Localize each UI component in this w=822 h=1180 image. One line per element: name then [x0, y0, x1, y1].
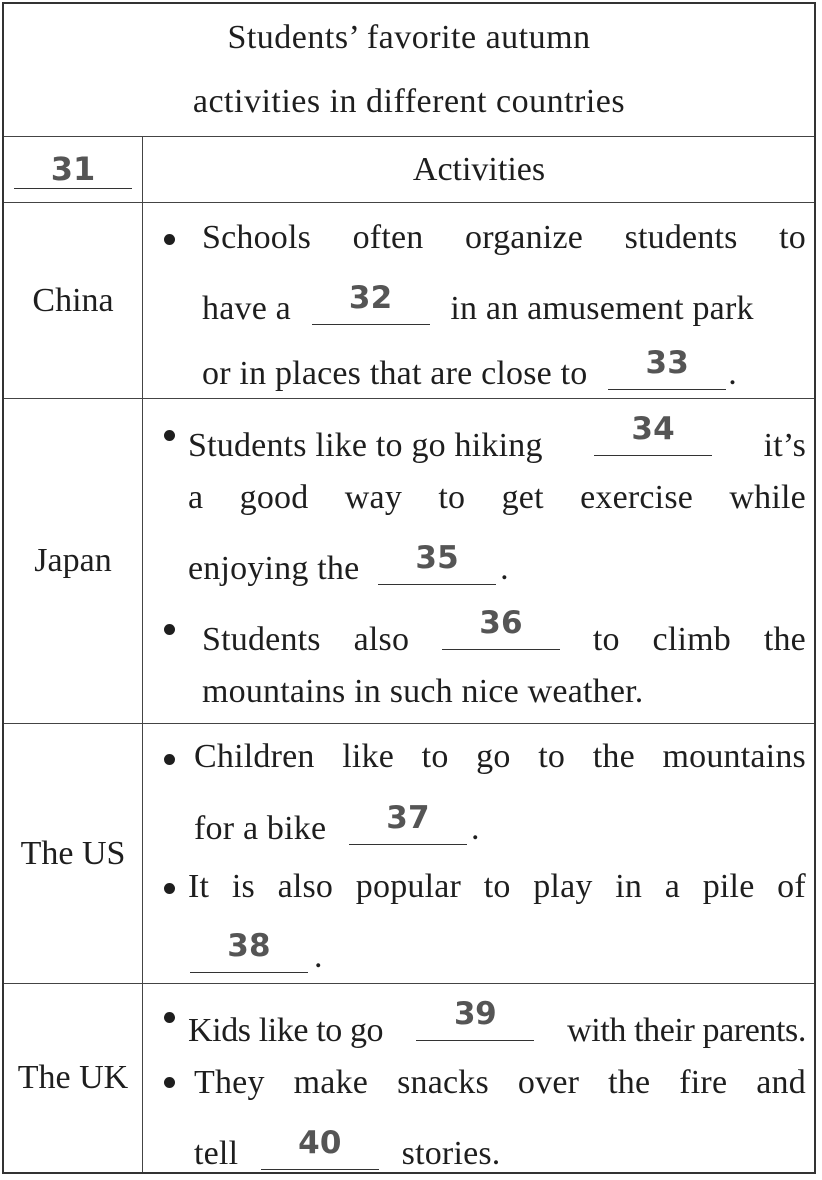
table-title — [4, 4, 814, 136]
activity-cell-china — [144, 203, 814, 398]
bullet-icon — [164, 1012, 175, 1023]
japan-line-2: a good way to get exercise while — [188, 479, 806, 516]
blank-36[interactable]: 36 — [442, 607, 560, 650]
china-line-3: or in places that are close to 33 . — [202, 345, 737, 392]
blank-34[interactable]: 34 — [594, 413, 712, 456]
blank-40[interactable]: 40 — [261, 1127, 379, 1170]
blank-33[interactable]: 33 — [608, 347, 726, 390]
us-line-1: Children like to go to the mountains — [194, 738, 806, 775]
country-label: The US — [4, 724, 143, 983]
japan-line-1: Students like to go hiking 34 it’s — [188, 411, 806, 464]
country-label: China — [4, 203, 143, 398]
china-line-1: Schools often organize students to — [202, 219, 806, 256]
title-line-2: activities in different countries — [192, 83, 626, 120]
china-line-2: have a 32 in an amusement park — [202, 280, 754, 327]
country-label: Japan — [4, 399, 143, 723]
header-activities: Activities — [412, 150, 546, 188]
title-line-1: Students’ favorite autumn — [227, 19, 591, 56]
uk-line-3: tell 40 stories. — [194, 1125, 501, 1172]
uk-line-2: They make snacks over the fire and — [194, 1064, 806, 1101]
us-line-4: 38 . — [190, 930, 323, 977]
bullet-icon — [164, 234, 175, 245]
blank-31[interactable]: 31 — [14, 150, 132, 189]
header-row — [4, 137, 814, 203]
us-line-3: It is also popular to play in a pile of — [188, 868, 806, 905]
uk-line-1: Kids like to go 39 with their parents. — [188, 996, 806, 1049]
bullet-icon — [164, 624, 175, 635]
country-label: The UK — [4, 984, 143, 1172]
japan-line-3: enjoying the 35 . — [188, 540, 509, 587]
us-line-2: for a bike 37 . — [194, 800, 480, 847]
blank-38[interactable]: 38 — [190, 930, 308, 973]
blank-39[interactable]: 39 — [416, 998, 534, 1041]
table-row-japan — [4, 399, 814, 724]
activity-cell-uk — [144, 984, 814, 1172]
blank-37[interactable]: 37 — [349, 802, 467, 845]
japan-line-4: Students also 36 to climb the — [202, 605, 806, 658]
header-left-cell — [4, 137, 143, 202]
activity-cell-us — [144, 724, 814, 983]
table-row-china — [4, 203, 814, 399]
table-title-row — [4, 4, 814, 137]
blank-35[interactable]: 35 — [378, 542, 496, 585]
worksheet-table — [2, 2, 816, 1174]
bullet-icon — [164, 430, 175, 441]
japan-line-5: mountains in such nice weather. — [202, 673, 644, 710]
activity-cell-japan — [144, 399, 814, 723]
bullet-icon — [164, 883, 175, 894]
table-row-us — [4, 724, 814, 984]
bullet-icon — [164, 754, 175, 765]
blank-32[interactable]: 32 — [312, 282, 430, 325]
table-row-uk — [4, 984, 814, 1172]
bullet-icon — [164, 1077, 175, 1088]
